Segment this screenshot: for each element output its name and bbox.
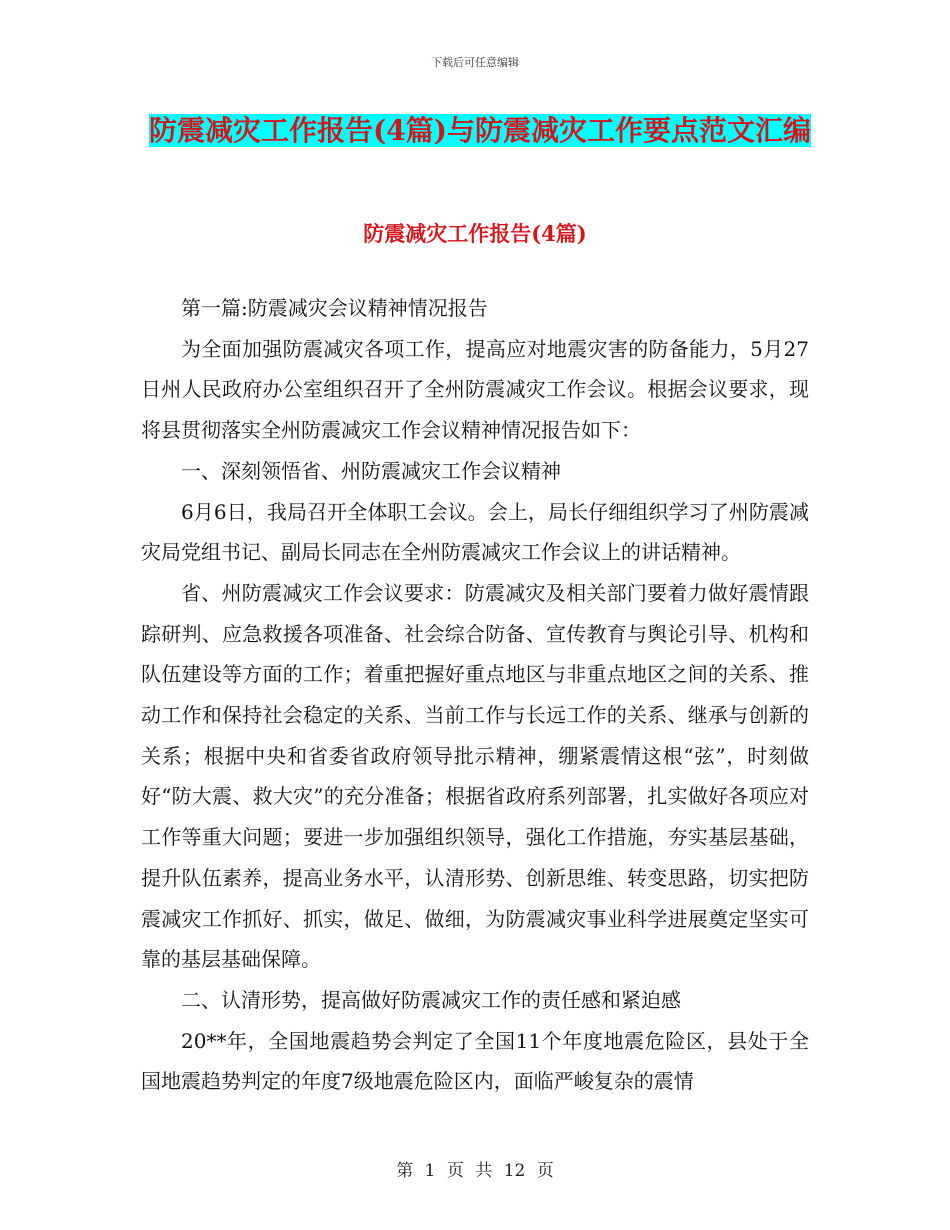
document-body <box>141 288 809 1102</box>
paragraph-situation: 20**年，全国地震趋势会判定了全国11个年度地震危险区，县处于全国地震趋势判定的年度7级地震危险区内，面临严峻复杂的震情 <box>141 1028 809 1094</box>
paragraph-heading-two: 二、认清形势，提高做好防震减灾工作的责任感和紧迫感 <box>181 987 681 1012</box>
page-number-footer: 第 1 页 共 12 页 <box>396 1161 554 1181</box>
document-title <box>140 106 820 156</box>
page-header-note: 下载后可任意编辑 <box>431 56 519 69</box>
paragraph-heading-one: 一、深刻领悟省、州防震减灾工作会议精神 <box>181 458 561 483</box>
paragraph-requirements: 省、州防震减灾工作会议要求：防震减灾及相关部门要着力做好震情跟踪研判、应急救援各项准备、社会综合防备、宣传教育与舆论引导、机构和队伍建设等方面的工作；着重把握好重点地区与非重点地区之间的关系、推动工作和保持社会稳定的关系、当前工作与长远工作的关系、继承与创新的关系；根据中央和省委省政府领导批示精神，绷紧震情这根“弦”，时刻做好“防大震、救大灾”的充分准备；根据省政府系列部署，扎实做好各项应对工作等重大问题；要进一步加强组织领导，强化工作措施，夯实基层基础，提升队伍素养，提高业务水平，认清形势、创新思维、转变思路，切实把防震减灾工作抓好、抓实，做足、做细，为防震减灾事业科学进展奠定坚实可靠的基层基础保障。 <box>141 580 809 972</box>
section-title: 防震减灾工作报告(4篇) <box>363 221 587 246</box>
paragraph-meeting: 6月6日，我局召开全体职工会议。会上，局长仔细组织学习了州防震减灾局党组书记、副局长同志在全州防震减灾工作会议上的讲话精神。 <box>141 499 809 565</box>
paragraph-intro: 为全面加强防震减灾各项工作，提高应对地震灾害的防备能力，5月27日州人民政府办公室组织召开了全州防震减灾工作会议。根据会议要求，现将县贯彻落实全州防震减灾工作会议精神情况报告如下： <box>141 336 809 443</box>
paragraph-part-heading: 第一篇:防震减灾会议精神情况报告 <box>181 296 488 320</box>
document-title-text: 防震减灾工作报告(4篇)与防震减灾工作要点范文汇编 <box>149 114 811 147</box>
